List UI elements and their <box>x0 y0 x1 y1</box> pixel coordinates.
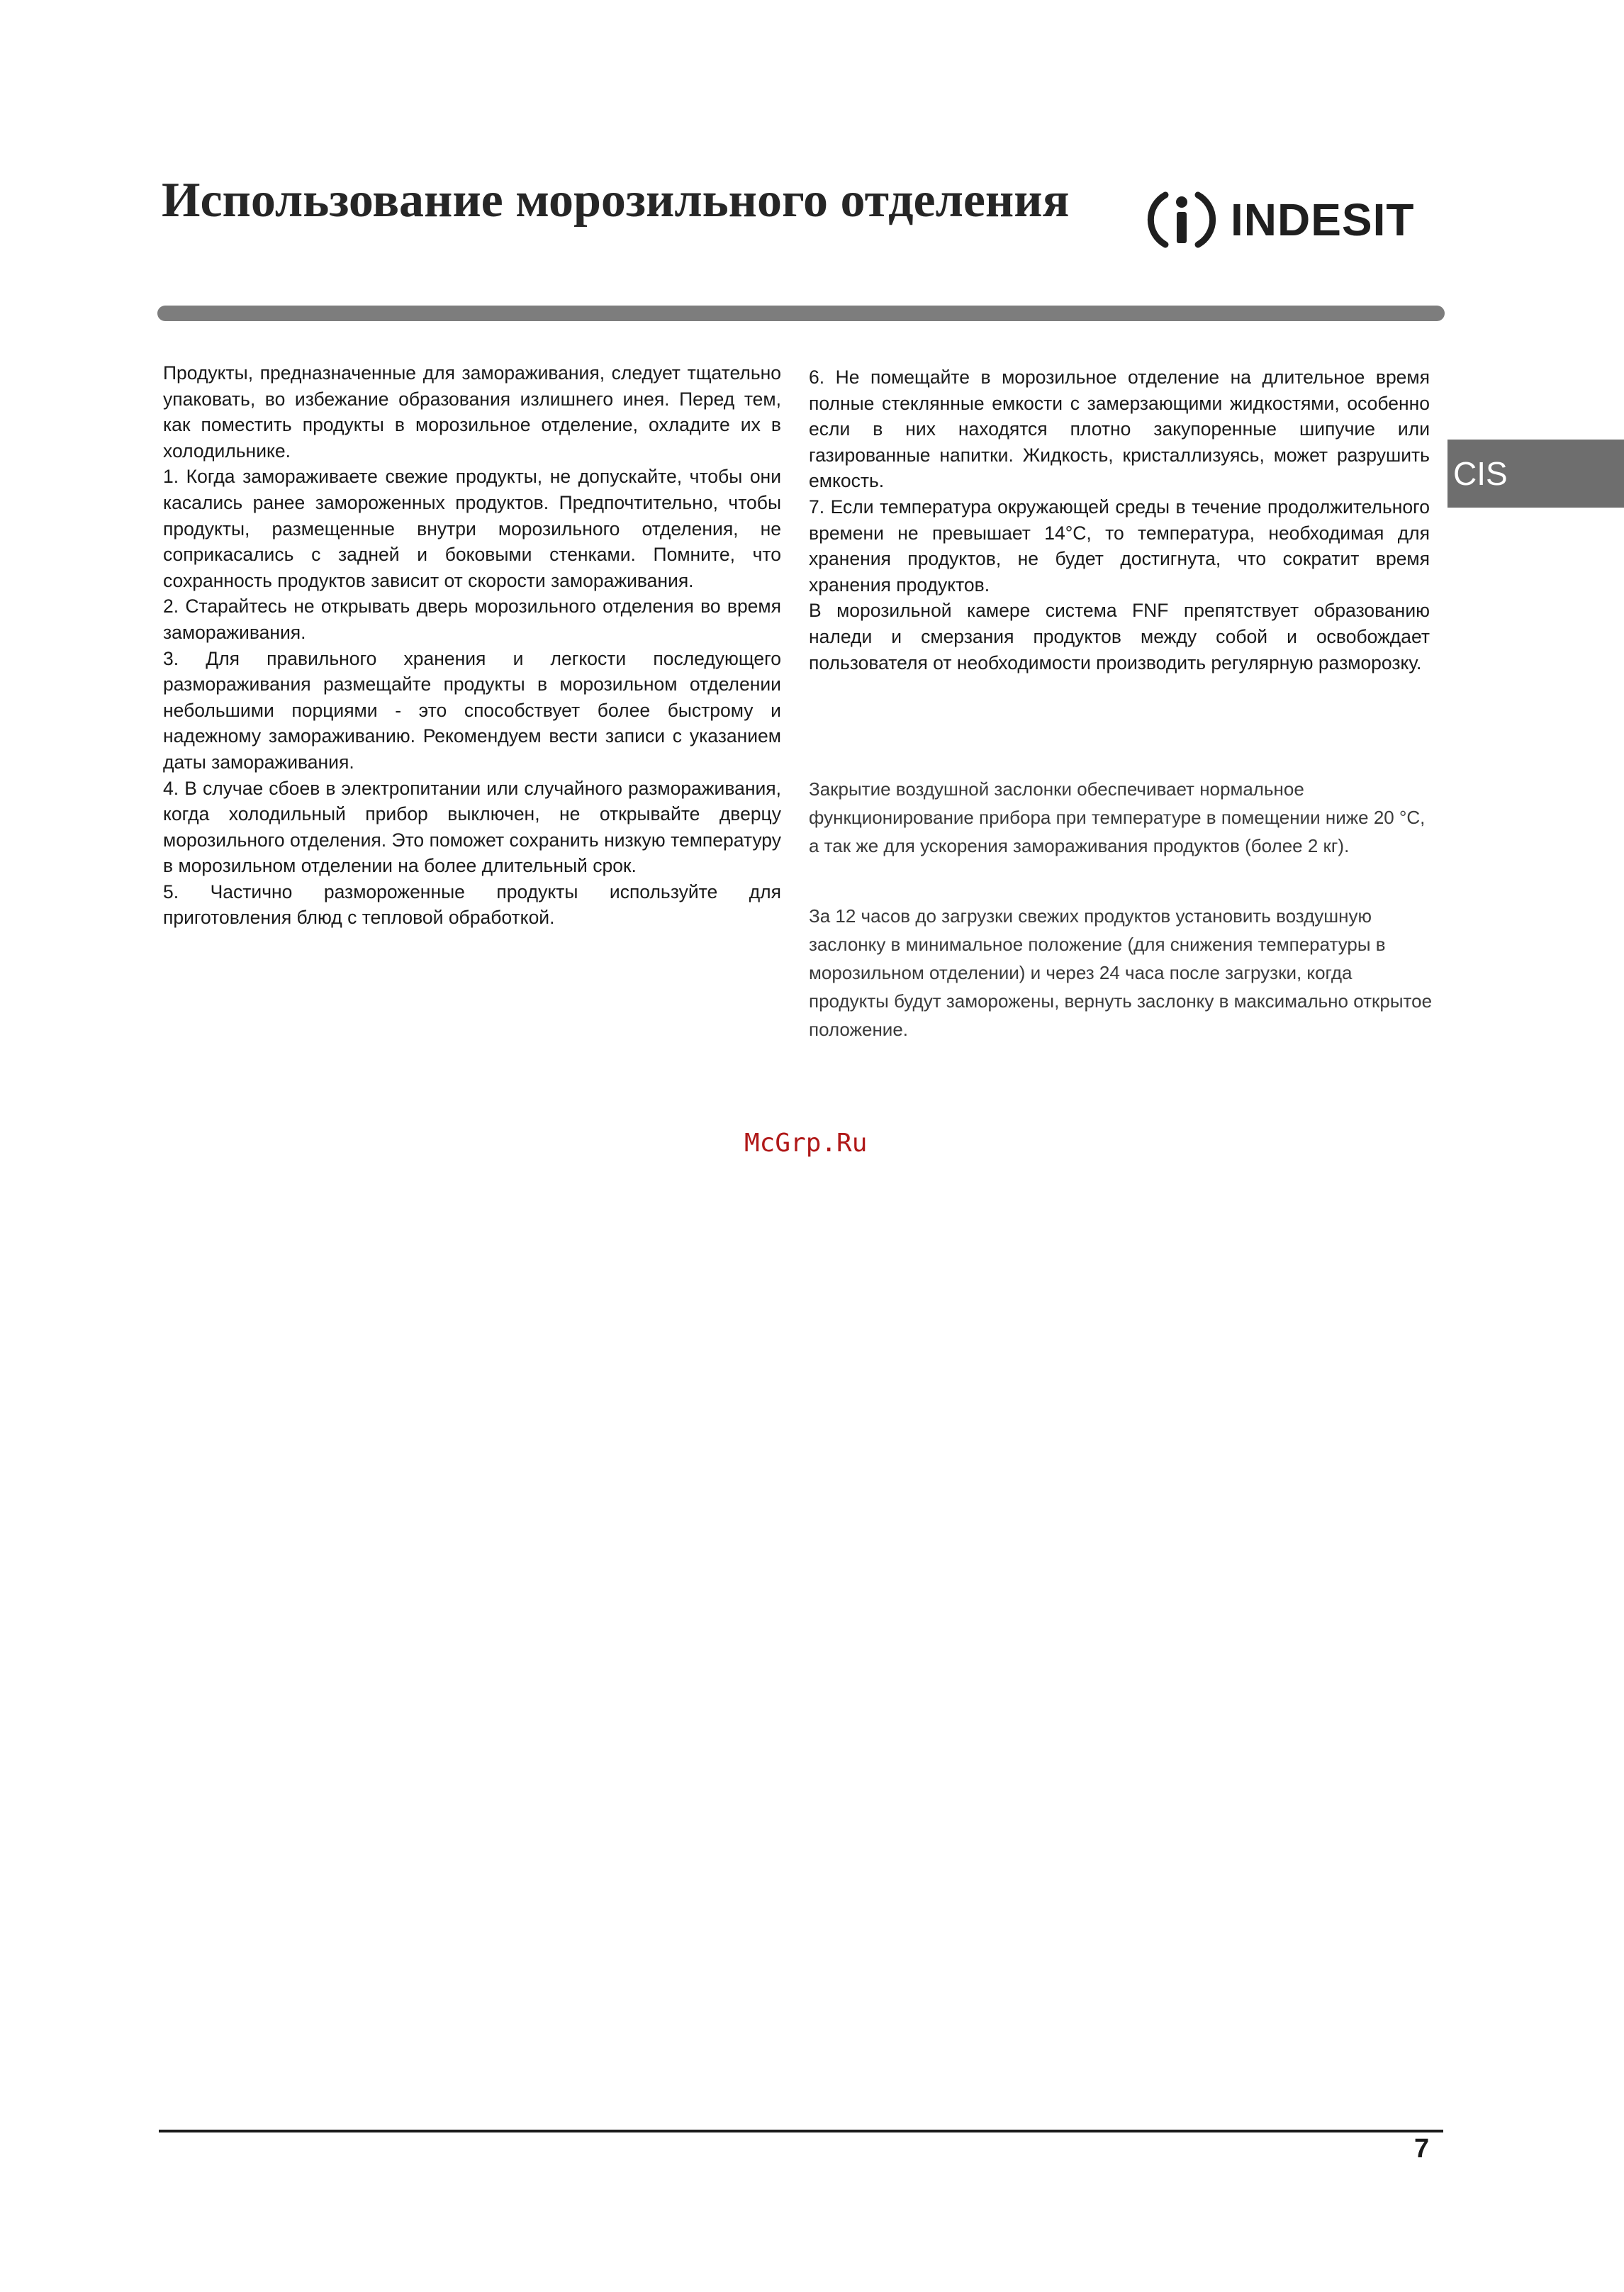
header-divider <box>157 306 1445 321</box>
paragraph-item-7: 7. Если температура окружающей среды в течение продолжительного времени не превышает 14°C, то температура, необходимая для хранения продуктов, не будет достигнута, что сократит время хранения продуктов. <box>809 496 1430 596</box>
page-title: Использование морозильного отделения <box>162 173 1070 228</box>
note-air-damper: Закрытие воздушной заслонки обеспечивает нормальное функционирование прибора при температуре в помещении ниже 20 °C, а так же для ускорения замораживания продуктов (более 2 кг). <box>809 778 1426 856</box>
left-column <box>163 360 781 931</box>
paragraph-item-4: 4. В случае сбоев в электропитании или случайного размораживания, когда холодильный прибор выключен, не открывайте дверцу морозильного отделения. Это поможет сохранить низкую температуру в морозильном отделении на более длительный срок. <box>163 777 781 877</box>
paragraph-item-1: 1. Когда замораживаете свежие продукты, не допускайте, чтобы они касались ранее замороженных продуктов. Предпочтительно, чтобы продукты, размещенные внутри морозильного отделения, не соприкасались с задней и боковыми стенками. Помните, что сохранность продуктов зависит от скорости замораживания. <box>163 466 781 591</box>
paragraph-item-5: 5. Частично размороженные продукты используйте для приготовления блюд с тепловой обработкой. <box>163 881 781 929</box>
brand-name: INDESIT <box>1231 194 1415 245</box>
language-tab: CIS <box>1447 440 1624 508</box>
page-number: 7 <box>1414 2134 1430 2164</box>
paragraph-item-2: 2. Старайтесь не открывать дверь морозильного отделения во время замораживания. <box>163 596 781 643</box>
note-loading: За 12 часов до загрузки свежих продуктов установить воздушную заслонку в минимальное положение (для снижения температуры в морозильном отделении) и через 24 часа после загрузки, когда продукты будут заморожены, вернуть заслонку в максимально открытое положение. <box>809 905 1433 1040</box>
paragraph-item-6: 6. Не помещайте в морозильное отделение на длительное время полные стеклянные емкости с замерзающими жидкостями, особенно если в них находятся плотно закупоренные шипучие или газированные напитки. Жидкость, кристаллизуясь, может разрушить емкость. <box>809 367 1430 492</box>
brand-logo <box>1143 181 1440 259</box>
indesit-logo-icon <box>1143 181 1221 259</box>
footer-divider <box>159 2130 1443 2132</box>
paragraph-fnf: В морозильной камере система FNF препятствует образованию наледи и смерзания продуктов между собой и освобождает пользователя от необходимости производить регулярную разморозку. <box>809 600 1430 673</box>
watermark: McGrp.Ru <box>744 1129 868 1158</box>
paragraph-intro: Продукты, предназначенные для замораживания, следует тщательно упаковать, во избежание образования излишнего инея. Перед тем, как поместить продукты в морозильное отделение, охладите их в холодильнике. <box>163 362 781 462</box>
paragraph-item-3: 3. Для правильного хранения и легкости последующего размораживания размещайте продукты в морозильном отделении небольшими порциями - это способствует более быстрому и надежному замораживанию. Рекомендуем вести записи с указанием даты замораживания. <box>163 647 781 773</box>
right-column <box>809 364 1430 676</box>
